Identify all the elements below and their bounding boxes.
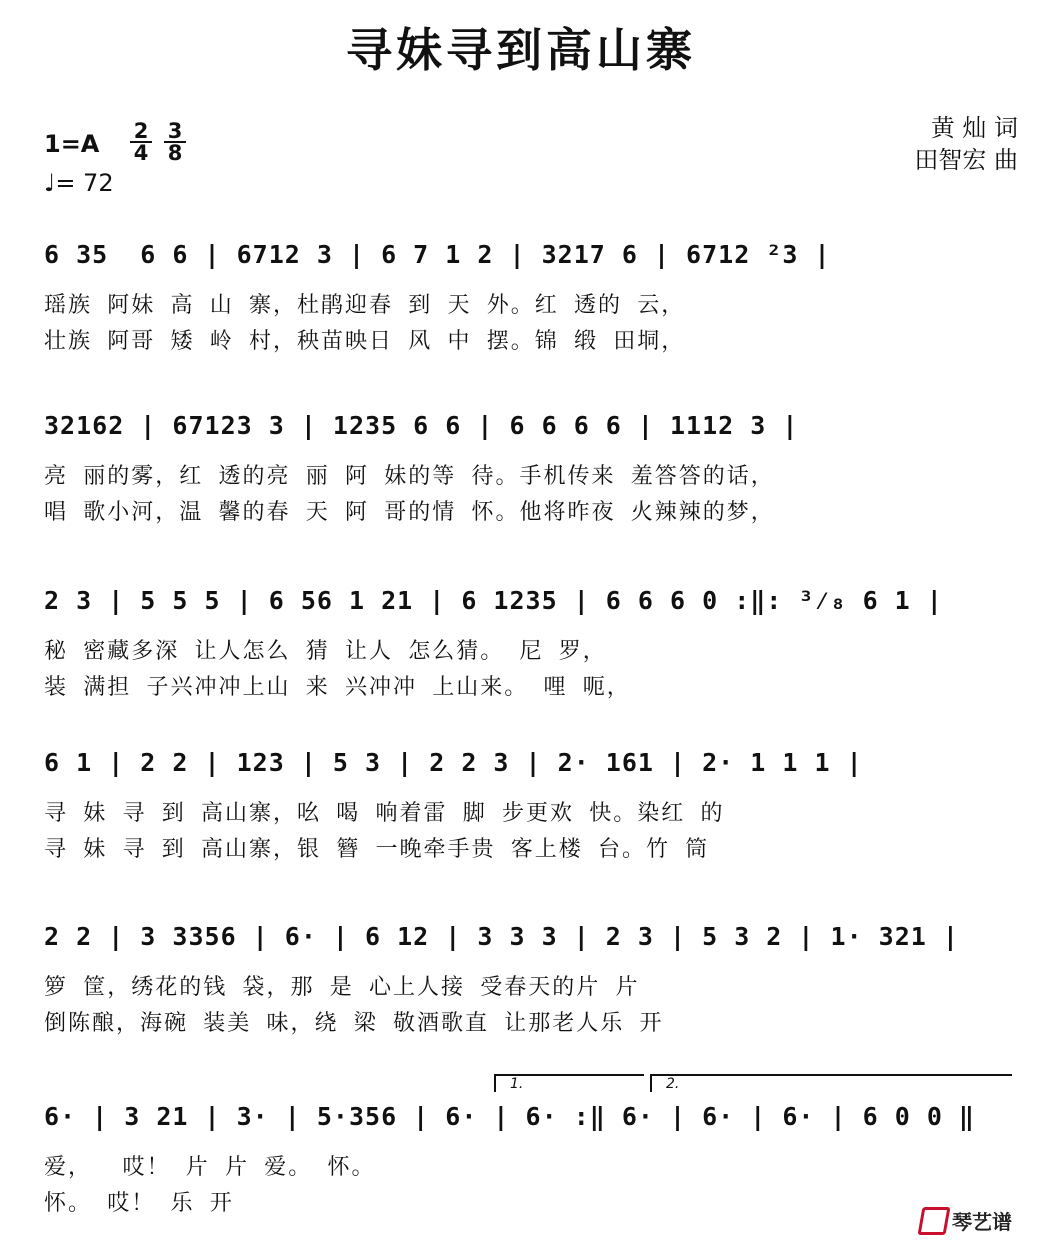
lyrics-verse-2: 倒陈酿，海碗 装美 味，绕 梁 敬酒歌直 让那老人乐 开	[44, 1011, 664, 1036]
time-sig-bottom: 8	[167, 141, 183, 165]
lyrics-verse-1: 秘 密藏多深 让人怎么 猜 让人 怎么猜。 尼 罗，	[44, 639, 607, 664]
score-system-1	[0, 240, 1042, 390]
volta-label-1: 1.	[510, 1076, 524, 1092]
time-signature-3-8	[162, 121, 188, 163]
lyrics-verse-1: 寻 妹 寻 到 高山寨，吆 喝 响着雷 脚 步更欢 快。染红 的	[44, 801, 725, 826]
notation-line: 6 35 6 6 | 6712 3 | 6 7 1 2 | 3217 6 | 6712 ²3 |	[44, 240, 831, 269]
lyrics-verse-2: 唱 歌小河，温 馨的春 天 阿 哥的情 怀。他将昨夜 火辣辣的梦，	[44, 500, 775, 525]
score-system-2	[0, 411, 1042, 561]
lyricist: 黄 灿 词	[930, 114, 1018, 142]
lyrics-verse-1: 亮 丽的雾，红 透的亮 丽 阿 妹的等 待。手机传来 羞答答的话，	[44, 464, 775, 489]
lyrics-verse-2: 寻 妹 寻 到 高山寨，银 簪 一晚牵手贵 客上楼 台。竹 筒	[44, 837, 710, 862]
credits	[914, 112, 1018, 176]
score-system-4	[0, 748, 1042, 898]
lyrics-verse-2: 怀。 哎！ 乐 开	[44, 1191, 234, 1216]
lyrics-verse-1: 箩 筐，绣花的钱 袋，那 是 心上人接 受春天的片 片	[44, 975, 640, 1000]
lyrics-verse-1: 瑶族 阿妹 高 山 寨，杜鹃迎春 到 天 外。红 透的 云，	[44, 293, 686, 318]
score-system-6	[0, 1076, 1042, 1252]
score-system-3	[0, 586, 1042, 736]
tempo-marking: ♩= 72	[44, 169, 114, 197]
notation-line: 6 1 | 2 2 | 123 | 5 3 | 2 2 3 | 2· 161 | 2· 1 1 1 |	[44, 748, 863, 777]
notation-line: 2 2 | 3 3356 | 6· | 6 12 | 3 3 3 | 2 3 | 5 3 2 | 1· 321 |	[44, 922, 959, 951]
composer: 田智宏 曲	[914, 146, 1018, 174]
time-signature-2-4	[128, 121, 154, 163]
time-sig-top: 2	[133, 119, 149, 143]
notation-line: 6· | 3 21 | 3· | 5·356 | 6· | 6· :‖ 6· | 6· | 6· | 6 0 0 ‖	[44, 1102, 975, 1131]
score-system-5	[0, 922, 1042, 1072]
time-sig-bottom: 4	[133, 141, 149, 165]
lyrics-verse-1: 爱， 哎！ 片 片 爱。 怀。	[44, 1155, 376, 1180]
key-signature: 1=A	[44, 130, 100, 158]
logo-icon	[918, 1207, 951, 1235]
volta-label-2: 2.	[666, 1076, 680, 1092]
time-sig-top: 3	[167, 119, 183, 143]
site-logo	[920, 1206, 1012, 1235]
notation-line: 2 3 | 5 5 5 | 6 56 1 21 | 6 1235 | 6 6 6 0 :‖: ³⁄₈ 6 1 |	[44, 586, 943, 615]
song-title: 寻妹寻到高山寨	[346, 23, 696, 77]
notation-line: 32162 | 67123 3 | 1235 6 6 | 6 6 6 6 | 1112 3 |	[44, 411, 799, 440]
lyrics-verse-2: 壮族 阿哥 矮 岭 村，秧苗映日 风 中 摆。锦 缎 田垌，	[44, 329, 686, 354]
lyrics-verse-2: 装 满担 子兴冲冲上山 来 兴冲冲 上山来。 哩 呃，	[44, 675, 631, 700]
volta-bracket-2	[650, 1074, 1012, 1092]
logo-text: 琴艺谱	[952, 1210, 1012, 1234]
